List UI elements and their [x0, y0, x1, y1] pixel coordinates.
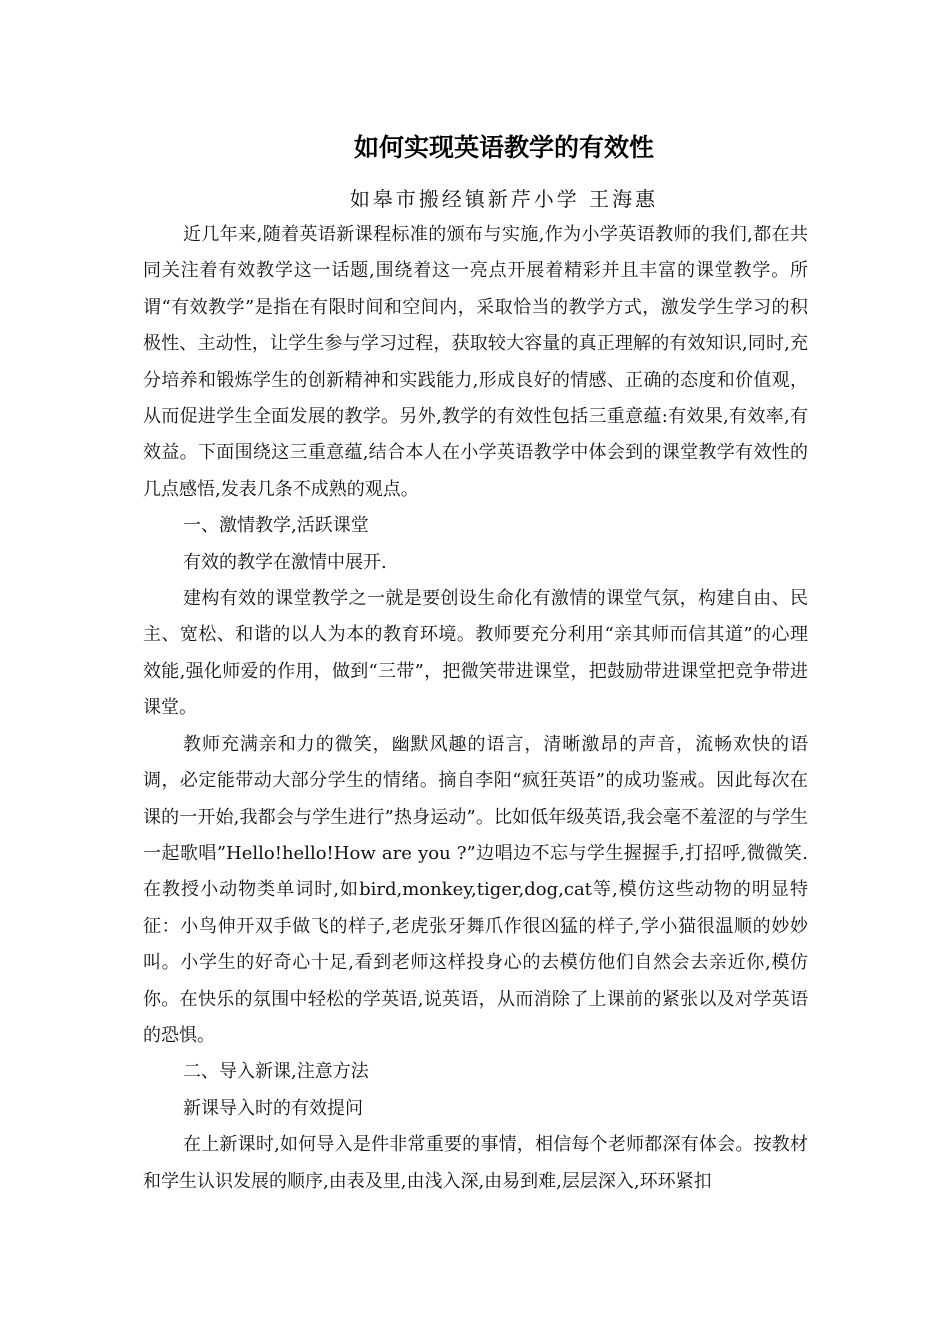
paragraph: 在上新课时,如何导入是件非常重要的事情，相信每个老师都深有体会。按教材和学生认识发展的顺序,由表及里,由浅入深,由易到难,层层深入,环环紧扣: [143, 1134, 808, 1192]
subheading-1: 有效的教学在激情中展开.: [183, 551, 387, 573]
document-title: 如何实现英语教学的有效性: [353, 133, 654, 162]
section-heading-2: 二、导入新课,注意方法: [183, 1061, 369, 1083]
document-body: [143, 217, 808, 1200]
paragraph-intro: 近几年来,随着英语新课程标准的颁布与实施,作为小学英语教师的我们,都在共同关注着有效教学这一话题,围绕着这一亮点开展着精彩并且丰富的课堂教学。所谓“有效教学”是指在有限时间和空间内，采取恰当的教学方式，激发学生学习的积极性、主动性，让学生参与学习过程，获取较大容量的真正理解的有效知识,同时,充分培养和锻炼学生的创新精神和实践能力,形成良好的情感、正确的态度和价值观，从而促进学生全面发展的教学。另外,教学的有效性包括三重意蕴:有效果,有效率,有效益。下面围绕这三重意蕴,结合本人在小学英语教学中体会到的课堂教学有效性的几点感悟,发表几条不成熟的观点。: [143, 224, 808, 500]
section-heading-1: 一、激情教学,活跃课堂: [183, 515, 369, 537]
subheading-2: 新课导入时的有效提问: [183, 1097, 363, 1119]
document-author: 如皋市搬经镇新芹小学 王海惠: [349, 187, 659, 211]
paragraph: 教师充满亲和力的微笑，幽默风趣的语言，清晰激昂的声音，流畅欢快的语调，必定能带动大部分学生的情绪。摘自李阳“疯狂英语”的成功鉴戒。因此每次在课的一开始,我都会与学生进行”热身运动”。比如低年级英语,我会毫不羞涩的与学生一起歌唱”Hello!hello!How are you ?”边唱边不忘与学生握握手,打招呼,微微笑.在教授小动物类单词时,如bird,monkey,tiger,dog,cat等,模仿这些动物的明显特征：小鸟伸开双手做飞的样子,老虎张牙舞爪作很凶猛的样子,学小猫很温顺的妙妙叫。小学生的好奇心十足,看到老师这样投身心的去模仿他们自然会去亲近你,模仿你。在快乐的氛围中轻松的学英语,说英语，从而消除了上课前的紧张以及对学英语的恐惧。: [143, 733, 808, 1046]
paragraph: 建构有效的课堂教学之一就是要创设生命化有激情的课堂气氛，构建自由、民主、宽松、和谐的以人为本的教育环境。教师要充分利用“亲其师而信其道”的心理效能,强化师爱的作用，做到“三带”，把微笑带进课堂，把鼓励带进课堂把竞争带进课堂。: [143, 588, 808, 719]
